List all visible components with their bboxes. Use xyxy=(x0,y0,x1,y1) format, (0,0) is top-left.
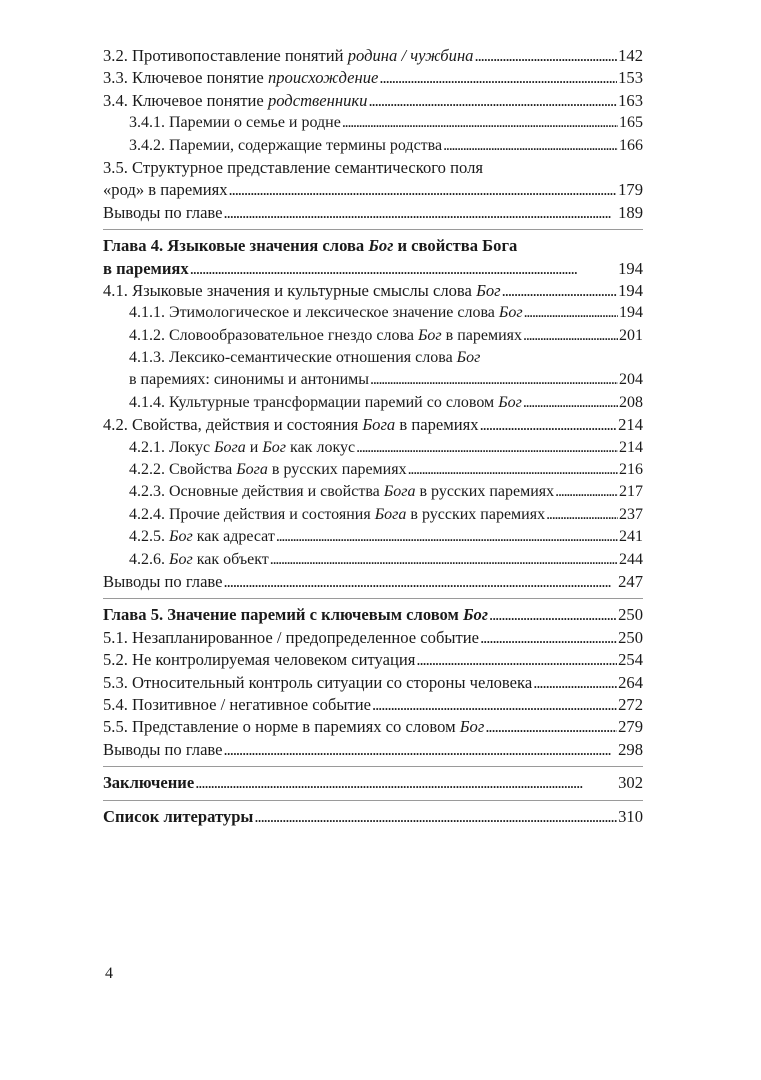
dot-leader xyxy=(408,459,618,481)
page-ref: 250 xyxy=(618,605,643,625)
toc-entry[interactable] xyxy=(103,694,643,716)
dot-leader xyxy=(524,302,618,324)
page-ref: 194 xyxy=(619,304,643,322)
toc-subsection-entry[interactable] xyxy=(103,504,643,526)
toc-chapter-heading[interactable] xyxy=(103,806,643,828)
entry-title xyxy=(103,772,194,794)
italic-term: Бог xyxy=(476,280,501,300)
entry-title xyxy=(129,302,523,324)
dot-leader xyxy=(480,414,618,436)
italic-term: Бог xyxy=(498,393,522,411)
italic-term: происхождение xyxy=(267,68,379,88)
table-of-contents xyxy=(103,45,643,828)
toc-entry[interactable] xyxy=(103,739,643,761)
dot-leader xyxy=(443,135,618,157)
dot-leader xyxy=(372,694,617,716)
toc-entry[interactable] xyxy=(103,649,643,671)
toc-entry[interactable] xyxy=(103,414,643,436)
toc-entry[interactable] xyxy=(103,571,643,593)
toc-subsection-entry xyxy=(103,347,643,369)
italic-term: родственники xyxy=(267,90,368,110)
title-text: как объект xyxy=(192,550,269,568)
toc-subsection-entry[interactable] xyxy=(103,392,643,414)
title-text: 4.2.3. Основные действия и свойства xyxy=(129,483,384,501)
toc-chapter-heading[interactable] xyxy=(103,258,643,280)
dot-leader xyxy=(485,716,617,738)
page-ref: 216 xyxy=(619,461,643,479)
page-ref: 165 xyxy=(619,114,643,132)
title-text: Глава 4. Языковые значения слова xyxy=(103,236,369,256)
entry-title xyxy=(103,716,484,738)
italic-term: Бог xyxy=(262,438,287,456)
entry-title xyxy=(103,672,532,694)
entry-title xyxy=(103,739,223,761)
title-text: Выводы по главе xyxy=(103,571,223,591)
page-ref: 194 xyxy=(618,280,643,300)
title-text: 4.2.6. xyxy=(129,550,169,568)
dot-leader xyxy=(370,369,618,391)
page-ref: 214 xyxy=(618,415,643,435)
toc-chapter-heading[interactable] xyxy=(103,604,643,626)
italic-term: Бога xyxy=(236,461,268,479)
title-text: 3.2. Противопоставление понятий xyxy=(103,46,348,65)
title-text: 3.5. Структурное представление семантического поля xyxy=(103,157,483,177)
page-ref: 247 xyxy=(618,571,643,591)
title-text: 3.4.2. Паремии, содержащие термины родства xyxy=(129,136,443,154)
toc-entry[interactable] xyxy=(103,90,643,112)
toc-subsection-entry[interactable] xyxy=(103,459,643,481)
toc-subsection-entry[interactable] xyxy=(103,325,643,347)
dot-leader xyxy=(480,627,617,649)
entry-title xyxy=(103,157,483,179)
page-ref: 153 xyxy=(618,68,643,88)
toc-entry[interactable] xyxy=(103,716,643,738)
entry-title xyxy=(103,202,223,224)
dot-leader xyxy=(342,112,618,134)
toc-subsection-entry[interactable] xyxy=(103,112,643,134)
title-text: и xyxy=(245,438,263,456)
title-text: 4.1.1. Этимологическое и лексическое значение слова xyxy=(129,304,499,322)
page-ref: 189 xyxy=(618,202,643,222)
dot-leader xyxy=(270,549,618,571)
page-ref: 272 xyxy=(618,694,643,714)
dot-leader xyxy=(224,202,618,224)
title-text: Заключение xyxy=(103,773,195,793)
toc-entry[interactable] xyxy=(103,202,643,224)
title-text: Список литературы xyxy=(103,806,254,826)
page-ref: 166 xyxy=(619,136,643,154)
entry-title xyxy=(129,347,480,369)
entry-title xyxy=(129,325,522,347)
entry-title xyxy=(103,280,501,302)
title-text: как адресат xyxy=(192,528,275,546)
title-text: Выводы по главе xyxy=(103,739,223,759)
page-ref: 163 xyxy=(618,90,643,110)
title-text: 4.1.4. Культурные трансформации паремий со словом xyxy=(129,393,499,411)
toc-entry[interactable] xyxy=(103,45,643,67)
toc-subsection-entry[interactable] xyxy=(103,437,643,459)
title-text: 5.5. Представление о норме в паремиях со словом xyxy=(103,717,460,737)
section-divider xyxy=(103,766,643,767)
title-text: 4.2.4. Прочие действия и состояния xyxy=(129,505,375,523)
page-ref: 298 xyxy=(618,739,643,759)
toc-subsection-entry[interactable] xyxy=(103,135,643,157)
page-ref: 142 xyxy=(618,46,643,65)
italic-term: Бог xyxy=(169,550,193,568)
entry-title xyxy=(103,179,228,201)
page-ref: 250 xyxy=(618,627,643,647)
title-text: «род» в паремиях xyxy=(103,180,228,200)
page-ref: 201 xyxy=(619,326,643,344)
title-text: как локус xyxy=(286,438,356,456)
toc-entry[interactable] xyxy=(103,179,643,201)
toc-entry[interactable] xyxy=(103,280,643,302)
toc-entry xyxy=(103,157,643,179)
title-text: 4.2. Свойства, действия и состояния xyxy=(103,415,363,435)
entry-title xyxy=(103,806,253,828)
entry-title xyxy=(103,67,378,89)
title-text: 5.3. Относительный контроль ситуации со стороны человека xyxy=(103,672,533,692)
dot-leader xyxy=(254,806,617,828)
toc-subsection-entry[interactable] xyxy=(103,481,643,503)
page-ref: 302 xyxy=(618,773,643,793)
entry-title xyxy=(129,459,407,481)
italic-term: Бог xyxy=(417,326,442,344)
entry-title xyxy=(103,258,189,280)
title-text: 4.2.5. xyxy=(129,528,169,546)
dot-leader xyxy=(195,772,617,794)
title-text: 5.2. Не контролируемая человеком ситуация xyxy=(103,650,416,670)
title-text: Глава 5. Значение паремий с ключевым словом xyxy=(103,605,463,625)
title-text: в паремиях xyxy=(441,326,523,344)
page-ref: 179 xyxy=(618,180,643,200)
dot-leader xyxy=(224,739,618,761)
toc-subsection-entry[interactable] xyxy=(103,302,643,324)
title-text: 3.3. Ключевое понятие xyxy=(103,68,268,88)
page-ref: 244 xyxy=(619,550,643,568)
dot-leader xyxy=(546,504,618,526)
page-ref: 241 xyxy=(619,528,643,546)
title-text: 3.4. Ключевое понятие xyxy=(103,90,268,110)
title-text: в паремиях xyxy=(395,415,479,435)
toc-subsection-entry[interactable] xyxy=(103,526,643,548)
italic-term: Бог xyxy=(169,528,193,546)
title-text: в русских паремиях xyxy=(415,483,555,501)
section-divider xyxy=(103,229,643,230)
entry-title xyxy=(103,45,473,67)
italic-term: Бога xyxy=(383,483,416,501)
italic-term: Бог xyxy=(368,236,394,256)
dot-leader xyxy=(379,67,617,89)
dot-leader xyxy=(555,481,618,503)
italic-term: Бог xyxy=(498,304,523,322)
page-ref: 214 xyxy=(619,438,643,456)
dot-leader xyxy=(489,604,617,626)
italic-term: Бога xyxy=(362,415,396,435)
page-ref: 217 xyxy=(619,483,643,501)
entry-title xyxy=(129,135,442,157)
title-text: в паремиях xyxy=(103,258,189,278)
title-text: 4.1.3. Лексико-семантические отношения слова xyxy=(129,349,457,367)
entry-title xyxy=(129,392,522,414)
entry-title xyxy=(103,649,415,671)
dot-leader xyxy=(229,179,618,201)
dot-leader xyxy=(224,571,618,593)
title-text: в паремиях: синонимы и антонимы xyxy=(129,371,370,389)
toc-chapter-heading[interactable] xyxy=(103,772,643,794)
dot-leader xyxy=(368,90,617,112)
entry-title xyxy=(103,414,479,436)
dot-leader xyxy=(416,649,617,671)
title-text: 4.1.2. Словообразовательное гнездо слова xyxy=(129,326,418,344)
entry-title xyxy=(103,604,488,626)
entry-title xyxy=(103,235,517,257)
title-text: Выводы по главе xyxy=(103,202,223,222)
italic-term: Бог xyxy=(456,349,481,367)
page-ref: 194 xyxy=(618,258,643,278)
dot-leader xyxy=(523,392,618,414)
title-text: в русских паремиях xyxy=(406,505,546,523)
dot-leader xyxy=(356,437,618,459)
entry-title xyxy=(129,112,341,134)
dot-leader xyxy=(474,45,617,67)
entry-title xyxy=(129,504,545,526)
page-ref: 204 xyxy=(619,371,643,389)
dot-leader xyxy=(276,526,618,548)
dot-leader xyxy=(523,325,618,347)
section-divider xyxy=(103,598,643,599)
entry-title xyxy=(103,90,367,112)
page-ref: 237 xyxy=(619,505,643,523)
dot-leader xyxy=(533,672,617,694)
title-text: 5.1. Незапланированное / предопределенное событие xyxy=(103,627,480,647)
dot-leader xyxy=(502,280,617,302)
page-ref: 264 xyxy=(618,672,643,692)
title-text: и свойства Бога xyxy=(393,236,518,256)
title-text: 4.2.2. Свойства xyxy=(129,461,237,479)
page-ref: 310 xyxy=(618,806,643,826)
italic-term: Бог xyxy=(459,717,485,737)
page-ref: 279 xyxy=(618,717,643,737)
page-ref: 254 xyxy=(618,650,643,670)
toc-entry[interactable] xyxy=(103,627,643,649)
page-number: 4 xyxy=(105,965,113,982)
dot-leader xyxy=(190,258,617,280)
toc-subsection-entry[interactable] xyxy=(103,369,643,391)
title-text: 4.2.1. Локус xyxy=(129,438,215,456)
entry-title xyxy=(103,627,479,649)
toc-entry[interactable] xyxy=(103,67,643,89)
italic-term: Бога xyxy=(214,438,246,456)
italic-term: родина / чужбина xyxy=(347,46,474,65)
section-divider xyxy=(103,800,643,801)
italic-term: Бог xyxy=(463,605,488,625)
title-text: 3.4.1. Паремии о семье и родне xyxy=(129,114,341,132)
page-ref: 208 xyxy=(619,393,643,411)
toc-chapter-heading xyxy=(103,235,643,257)
title-text: 4.1. Языковые значения и культурные смыслы слова xyxy=(103,280,477,300)
toc-subsection-entry[interactable] xyxy=(103,549,643,571)
title-text: в русских паремиях xyxy=(267,461,407,479)
entry-title xyxy=(103,571,223,593)
toc-entry[interactable] xyxy=(103,672,643,694)
entry-title xyxy=(129,526,275,548)
entry-title xyxy=(129,437,355,459)
entry-title xyxy=(129,549,269,571)
italic-term: Бога xyxy=(374,505,407,523)
title-text: 5.4. Позитивное / негативное событие xyxy=(103,694,371,714)
entry-title xyxy=(129,369,369,391)
entry-title xyxy=(129,481,554,503)
entry-title xyxy=(103,694,371,716)
